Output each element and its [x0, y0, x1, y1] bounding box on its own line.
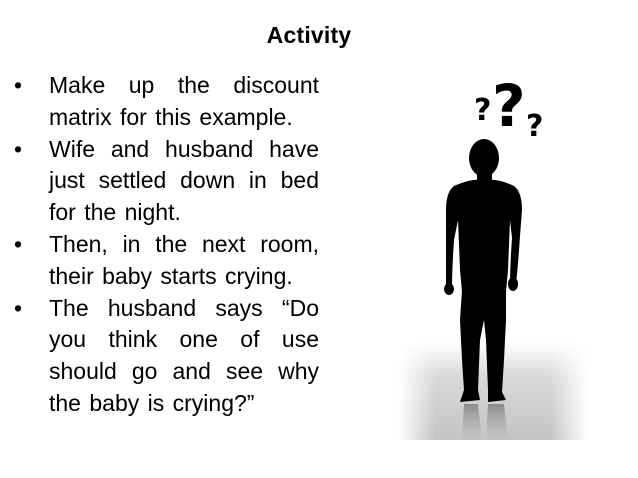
slide-title: Activity — [266, 22, 352, 48]
thinking-man-silhouette-icon — [392, 70, 592, 440]
question-mark-icon: ? — [526, 109, 544, 144]
bullet-text: Then, in the next room, their baby starts crying. — [49, 230, 319, 289]
bullet-glyph: • — [14, 230, 23, 257]
bullet-text: Make up the discount matrix for this example. — [49, 72, 319, 130]
bullet-item — [14, 134, 319, 229]
bullet-text: The husband says “Do you think one of use should go and see why the baby is crying?” — [49, 294, 319, 416]
bullet-text: Wife and husband have just settled down in bed for the night. — [49, 135, 319, 226]
bullet-glyph: • — [14, 72, 23, 98]
bullet-item — [14, 293, 319, 420]
thinking-man-illustration — [392, 70, 592, 440]
question-mark-icon: ? — [474, 93, 492, 128]
torso — [446, 180, 522, 292]
bullet-list — [14, 70, 319, 420]
bullet-item — [14, 70, 319, 134]
question-mark-icon: ? — [492, 72, 526, 140]
bullet-glyph: • — [14, 135, 23, 162]
bullet-item — [14, 229, 319, 293]
bullet-glyph: • — [14, 294, 23, 321]
